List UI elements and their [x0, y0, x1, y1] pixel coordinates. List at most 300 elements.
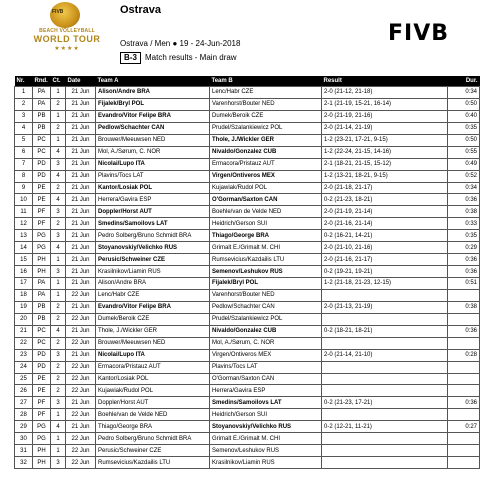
cell-result: 2-1 (21-19, 15-21, 16-14) — [322, 98, 448, 110]
cell-ct: 3 — [51, 457, 66, 469]
table-row — [15, 385, 480, 397]
table-row — [15, 218, 480, 230]
cell-rnd: PF — [33, 409, 51, 421]
table-row — [15, 266, 480, 278]
cell-date: 22 Jun — [66, 337, 96, 349]
cell-team-a: Herrera/Gavira ESP — [96, 194, 210, 206]
cell-team-a: Brouwer/Meeuwsen NED — [96, 134, 210, 146]
cell-nr: 15 — [15, 254, 33, 266]
table-row — [15, 457, 480, 469]
cell-date: 21 Jun — [66, 218, 96, 230]
cell-rnd: PH — [33, 445, 51, 457]
cell-rnd: PA — [33, 289, 51, 301]
table-row — [15, 301, 480, 313]
table-row — [15, 325, 480, 337]
cell-team-b: Lenc/Habr CZE — [210, 87, 322, 99]
cell-nr: 16 — [15, 266, 33, 278]
cell-dur — [448, 457, 480, 469]
cell-ct: 2 — [51, 122, 66, 134]
cell-ct: 1 — [51, 409, 66, 421]
table-row — [15, 409, 480, 421]
cell-ct: 1 — [51, 433, 66, 445]
cell-date: 21 Jun — [66, 349, 96, 361]
cell-team-b: Ermacora/Pristauz AUT — [210, 158, 322, 170]
cell-team-a: Krasilnikov/Liamin RUS — [96, 266, 210, 278]
cell-result: 2-0 (21-16, 21-17) — [322, 254, 448, 266]
col-header-rnd: Rnd. — [33, 76, 51, 87]
cell-team-a: Evandro/Vitor Felipe BRA — [96, 110, 210, 122]
cell-date: 22 Jun — [66, 433, 96, 445]
col-header-dur: Dur. — [448, 76, 480, 87]
cell-dur: 0:27 — [448, 421, 480, 433]
logo-world-tour: WORLD TOUR — [33, 34, 101, 44]
cell-rnd: PB — [33, 122, 51, 134]
cell-rnd: PA — [33, 98, 51, 110]
cell-ct: 2 — [51, 218, 66, 230]
cell-team-b: Varenhorst/Bouter NED — [210, 98, 322, 110]
cell-nr: 8 — [15, 170, 33, 182]
cell-nr: 25 — [15, 373, 33, 385]
section-title: Match results - Main draw — [145, 53, 237, 62]
cell-date: 21 Jun — [66, 301, 96, 313]
cell-date: 22 Jun — [66, 457, 96, 469]
cell-rnd: PG — [33, 433, 51, 445]
cell-nr: 1 — [15, 87, 33, 99]
cell-team-a: Perusic/Schweiner CZE — [96, 254, 210, 266]
cell-nr: 17 — [15, 278, 33, 290]
cell-date: 21 Jun — [66, 98, 96, 110]
table-row — [15, 230, 480, 242]
cell-dur — [448, 385, 480, 397]
cell-result — [322, 289, 448, 301]
cell-team-a: Pedlow/Schachter CAN — [96, 122, 210, 134]
cell-dur: 0:34 — [448, 87, 480, 99]
cell-dur: 0:55 — [448, 146, 480, 158]
fivb-brand-logo: FIVB — [388, 21, 450, 46]
cell-result: 1-2 (21-18, 21-23, 12-15) — [322, 278, 448, 290]
cell-rnd: PC — [33, 325, 51, 337]
table-row — [15, 337, 480, 349]
cell-rnd: PF — [33, 206, 51, 218]
cell-ct: 2 — [51, 385, 66, 397]
cell-nr: 9 — [15, 182, 33, 194]
cell-result: 0-2 (21-23, 17-21) — [322, 397, 448, 409]
cell-team-b: Prudel/Szalankiewicz POL — [210, 313, 322, 325]
table-row — [15, 397, 480, 409]
cell-team-a: Alison/Andre BRA — [96, 278, 210, 290]
cell-nr: 20 — [15, 313, 33, 325]
cell-rnd: PH — [33, 266, 51, 278]
cell-ct: 2 — [51, 337, 66, 349]
cell-team-b: Grimalt E./Grimalt M. CHI — [210, 242, 322, 254]
table-row — [15, 289, 480, 301]
cell-ct: 3 — [51, 206, 66, 218]
cell-dur — [448, 361, 480, 373]
cell-team-a: Nicolai/Lupo ITA — [96, 349, 210, 361]
cell-nr: 21 — [15, 325, 33, 337]
cell-date: 21 Jun — [66, 421, 96, 433]
cell-nr: 5 — [15, 134, 33, 146]
cell-result — [322, 373, 448, 385]
cell-team-b: Semenov/Leshukov RUS — [210, 445, 322, 457]
cell-result — [322, 313, 448, 325]
cell-result: 2-0 (21-13, 21-19) — [322, 301, 448, 313]
cell-nr: 30 — [15, 433, 33, 445]
cell-ct: 2 — [51, 301, 66, 313]
cell-team-b: Stoyanovskiy/Velichko RUS — [210, 421, 322, 433]
cell-team-a: Lenc/Habr CZE — [96, 289, 210, 301]
col-header-nr: Nr. — [15, 76, 33, 87]
cell-team-a: Alison/Andre BRA — [96, 87, 210, 99]
cell-rnd: PC — [33, 146, 51, 158]
cell-rnd: PE — [33, 194, 51, 206]
document-code: B-3 — [120, 52, 141, 64]
cell-result: 2-1 (18-21, 21-15, 15-12) — [322, 158, 448, 170]
cell-rnd: PF — [33, 397, 51, 409]
cell-nr: 31 — [15, 445, 33, 457]
cell-team-a: Rumsevicius/Kazdailis LTU — [96, 457, 210, 469]
cell-dur: 0:36 — [448, 397, 480, 409]
logo-fivb-mini: FIVB — [52, 9, 64, 15]
cell-team-a: Nicolai/Lupo ITA — [96, 158, 210, 170]
table-row — [15, 158, 480, 170]
cell-ct: 1 — [51, 110, 66, 122]
table-row — [15, 110, 480, 122]
cell-team-a: Kujawiak/Rudol POL — [96, 385, 210, 397]
cell-nr: 10 — [15, 194, 33, 206]
cell-result — [322, 457, 448, 469]
cell-rnd: PB — [33, 313, 51, 325]
cell-dur — [448, 313, 480, 325]
cell-dur — [448, 433, 480, 445]
cell-date: 21 Jun — [66, 325, 96, 337]
cell-nr: 28 — [15, 409, 33, 421]
cell-rnd: PE — [33, 373, 51, 385]
cell-result: 1-2 (23-21, 17-21, 9-15) — [322, 134, 448, 146]
cell-team-b: Grimalt E./Grimalt M. CHI — [210, 433, 322, 445]
cell-dur: 0:38 — [448, 301, 480, 313]
table-row — [15, 421, 480, 433]
volleyball-ring-icon — [50, 2, 80, 28]
cell-date: 22 Jun — [66, 373, 96, 385]
cell-date: 21 Jun — [66, 146, 96, 158]
cell-dur — [448, 373, 480, 385]
results-table — [14, 76, 480, 469]
table-row — [15, 349, 480, 361]
cell-team-b: Herrera/Gavira ESP — [210, 385, 322, 397]
cell-result: 2-0 (21-14, 21-10) — [322, 349, 448, 361]
cell-date: 21 Jun — [66, 194, 96, 206]
cell-rnd: PG — [33, 242, 51, 254]
cell-result: 2-0 (21-16, 21-14) — [322, 218, 448, 230]
cell-result: 1-2 (22-24, 21-15, 14-16) — [322, 146, 448, 158]
cell-result: 0-2 (12-21, 11-21) — [322, 421, 448, 433]
cell-date: 21 Jun — [66, 254, 96, 266]
cell-dur: 0:36 — [448, 194, 480, 206]
table-row — [15, 313, 480, 325]
cell-ct: 1 — [51, 445, 66, 457]
table-row — [15, 170, 480, 182]
cell-rnd: PG — [33, 421, 51, 433]
table-row — [15, 278, 480, 290]
cell-dur: 0:33 — [448, 218, 480, 230]
cell-date: 21 Jun — [66, 170, 96, 182]
cell-ct: 4 — [51, 194, 66, 206]
cell-nr: 4 — [15, 122, 33, 134]
cell-date: 21 Jun — [66, 397, 96, 409]
cell-team-b: Thiago/George BRA — [210, 230, 322, 242]
cell-team-a: Fijalek/Bryl POL — [96, 98, 210, 110]
cell-nr: 32 — [15, 457, 33, 469]
cell-team-a: Plavins/Tocs LAT — [96, 170, 210, 182]
table-row — [15, 433, 480, 445]
cell-ct: 1 — [51, 254, 66, 266]
logo-beach-volleyball: BEACH VOLLEYBALL — [39, 28, 95, 34]
cell-result: 0-2 (19-21, 19-21) — [322, 266, 448, 278]
cell-date: 21 Jun — [66, 182, 96, 194]
cell-rnd: PC — [33, 337, 51, 349]
cell-dur: 0:36 — [448, 254, 480, 266]
cell-team-b: Heidrich/Gerson SUI — [210, 409, 322, 421]
cell-nr: 13 — [15, 230, 33, 242]
cell-dur — [448, 289, 480, 301]
cell-team-b: Boehle/van de Velde NED — [210, 206, 322, 218]
cell-team-b: Thole, J./Wickler GER — [210, 134, 322, 146]
cell-dur: 0:50 — [448, 98, 480, 110]
cell-rnd: PA — [33, 278, 51, 290]
cell-nr: 24 — [15, 361, 33, 373]
cell-dur — [448, 409, 480, 421]
table-row — [15, 122, 480, 134]
cell-dur: 0:49 — [448, 158, 480, 170]
cell-result — [322, 433, 448, 445]
cell-ct: 2 — [51, 361, 66, 373]
cell-rnd: PD — [33, 361, 51, 373]
cell-ct: 3 — [51, 266, 66, 278]
logo-stars: ★★★★ — [54, 46, 80, 52]
cell-team-b: Krasilnikov/Liamin RUS — [210, 457, 322, 469]
cell-dur — [448, 445, 480, 457]
cell-rnd: PG — [33, 230, 51, 242]
cell-dur: 0:29 — [448, 242, 480, 254]
cell-rnd: PB — [33, 301, 51, 313]
cell-rnd: PD — [33, 158, 51, 170]
cell-nr: 23 — [15, 349, 33, 361]
cell-result: 2-0 (21-14, 21-19) — [322, 122, 448, 134]
table-row — [15, 182, 480, 194]
col-header-ct: Ct. — [51, 76, 66, 87]
table-row — [15, 445, 480, 457]
cell-result — [322, 337, 448, 349]
cell-nr: 19 — [15, 301, 33, 313]
cell-result: 2-0 (21-19, 21-16) — [322, 110, 448, 122]
cell-team-a: Thole, J./Wickler GER — [96, 325, 210, 337]
cell-nr: 29 — [15, 421, 33, 433]
cell-rnd: PE — [33, 182, 51, 194]
cell-team-b: Varenhorst/Bouter NED — [210, 289, 322, 301]
cell-nr: 2 — [15, 98, 33, 110]
cell-result: 2-0 (21-12, 21-18) — [322, 87, 448, 99]
cell-team-a: Dumek/Beroik CZE — [96, 313, 210, 325]
col-header-team-a: Team A — [96, 76, 210, 87]
cell-ct: 1 — [51, 87, 66, 99]
cell-date: 21 Jun — [66, 230, 96, 242]
cell-team-a: Boehle/van de Velde NED — [96, 409, 210, 421]
cell-dur: 0:40 — [448, 110, 480, 122]
cell-team-b: Pedlow/Schachter CAN — [210, 301, 322, 313]
cell-date: 21 Jun — [66, 110, 96, 122]
cell-result: 1-2 (13-21, 18-21, 9-15) — [322, 170, 448, 182]
cell-team-b: Rumsevicius/Kazdailis LTU — [210, 254, 322, 266]
table-row — [15, 98, 480, 110]
cell-nr: 6 — [15, 146, 33, 158]
cell-ct: 2 — [51, 98, 66, 110]
cell-ct: 1 — [51, 278, 66, 290]
table-row — [15, 254, 480, 266]
cell-ct: 2 — [51, 373, 66, 385]
table-row — [15, 242, 480, 254]
cell-team-a: Pedro Solberg/Bruno Schmidt BRA — [96, 230, 210, 242]
page-title: Ostrava — [120, 4, 161, 16]
cell-nr: 3 — [15, 110, 33, 122]
table-row — [15, 373, 480, 385]
cell-team-b: Virgen/Ontiveros MEX — [210, 170, 322, 182]
cell-ct: 4 — [51, 242, 66, 254]
cell-team-a: Kantor/Losiak POL — [96, 373, 210, 385]
cell-team-b: Nivaldo/Gonzalez CUB — [210, 146, 322, 158]
cell-date: 21 Jun — [66, 278, 96, 290]
cell-date: 21 Jun — [66, 266, 96, 278]
world-tour-logo — [28, 2, 106, 54]
col-header-team-b: Team B — [210, 76, 322, 87]
cell-team-a: Brouwer/Meeuwsen NED — [96, 337, 210, 349]
cell-team-b: Mol, A./Sørum, C. NOR — [210, 337, 322, 349]
cell-result — [322, 361, 448, 373]
cell-dur: 0:36 — [448, 325, 480, 337]
cell-dur: 0:36 — [448, 266, 480, 278]
cell-dur: 0:34 — [448, 182, 480, 194]
cell-rnd: PE — [33, 385, 51, 397]
cell-team-b: Prudel/Szalankiewicz POL — [210, 122, 322, 134]
cell-date: 22 Jun — [66, 289, 96, 301]
cell-ct: 2 — [51, 313, 66, 325]
cell-team-a: Ermacora/Pristauz AUT — [96, 361, 210, 373]
cell-ct: 1 — [51, 289, 66, 301]
cell-date: 21 Jun — [66, 158, 96, 170]
cell-ct: 2 — [51, 182, 66, 194]
cell-date: 22 Jun — [66, 361, 96, 373]
cell-date: 22 Jun — [66, 313, 96, 325]
event-subtitle: Ostrava / Men ● 19 - 24-Jun-2018 — [120, 39, 241, 48]
cell-dur: 0:35 — [448, 122, 480, 134]
table-row — [15, 361, 480, 373]
cell-result: 2-0 (21-10, 21-16) — [322, 242, 448, 254]
cell-team-a: Smedins/Samoilovs LAT — [96, 218, 210, 230]
cell-ct: 4 — [51, 325, 66, 337]
cell-dur: 0:52 — [448, 170, 480, 182]
cell-result: 0-2 (21-23, 18-21) — [322, 194, 448, 206]
cell-team-b: Plavins/Tocs LAT — [210, 361, 322, 373]
cell-rnd: PH — [33, 254, 51, 266]
table-row — [15, 206, 480, 218]
col-header-result: Result — [322, 76, 448, 87]
cell-team-a: Doppler/Horst AUT — [96, 206, 210, 218]
cell-dur: 0:50 — [448, 134, 480, 146]
cell-date: 22 Jun — [66, 445, 96, 457]
cell-team-a: Doppler/Horst AUT — [96, 397, 210, 409]
cell-ct: 3 — [51, 230, 66, 242]
cell-result: 2-0 (21-19, 21-14) — [322, 206, 448, 218]
cell-result: 0-2 (18-21, 18-21) — [322, 325, 448, 337]
cell-rnd: PC — [33, 134, 51, 146]
cell-team-b: Heidrich/Gerson SUI — [210, 218, 322, 230]
cell-team-a: Kantor/Losiak POL — [96, 182, 210, 194]
cell-rnd: PH — [33, 457, 51, 469]
cell-date: 21 Jun — [66, 87, 96, 99]
cell-team-b: Dumek/Beroik CZE — [210, 110, 322, 122]
cell-ct: 3 — [51, 158, 66, 170]
cell-rnd: PD — [33, 170, 51, 182]
cell-date: 22 Jun — [66, 385, 96, 397]
cell-dur: 0:38 — [448, 206, 480, 218]
cell-nr: 7 — [15, 158, 33, 170]
cell-nr: 18 — [15, 289, 33, 301]
cell-team-b: Fijalek/Bryl POL — [210, 278, 322, 290]
table-header-row — [15, 76, 480, 87]
cell-date: 21 Jun — [66, 242, 96, 254]
cell-ct: 3 — [51, 397, 66, 409]
table-row — [15, 87, 480, 99]
cell-team-b: Smedins/Samoilovs LAT — [210, 397, 322, 409]
cell-team-a: Evandro/Vitor Felipe BRA — [96, 301, 210, 313]
cell-rnd: PF — [33, 218, 51, 230]
cell-team-a: Pedro Solberg/Bruno Schmidt BRA — [96, 433, 210, 445]
cell-result: 2-0 (21-18, 21-17) — [322, 182, 448, 194]
cell-ct: 4 — [51, 146, 66, 158]
cell-rnd: PB — [33, 110, 51, 122]
cell-team-a: Mol, A./Sørum, C. NOR — [96, 146, 210, 158]
cell-team-b: Kujawiak/Rudol POL — [210, 182, 322, 194]
cell-nr: 12 — [15, 218, 33, 230]
cell-dur: 0:35 — [448, 230, 480, 242]
cell-team-b: O'Gorman/Saxton CAN — [210, 373, 322, 385]
cell-team-a: Stoyanovskiy/Velichko RUS — [96, 242, 210, 254]
table-row — [15, 194, 480, 206]
col-header-date: Date — [66, 76, 96, 87]
cell-team-b: Semenov/Leshukov RUS — [210, 266, 322, 278]
cell-dur: 0:28 — [448, 349, 480, 361]
cell-rnd: PD — [33, 349, 51, 361]
cell-dur: 0:51 — [448, 278, 480, 290]
cell-rnd: PA — [33, 87, 51, 99]
cell-result — [322, 445, 448, 457]
cell-ct: 1 — [51, 134, 66, 146]
cell-dur — [448, 337, 480, 349]
cell-result — [322, 385, 448, 397]
cell-ct: 4 — [51, 421, 66, 433]
cell-date: 21 Jun — [66, 122, 96, 134]
cell-nr: 27 — [15, 397, 33, 409]
cell-result — [322, 409, 448, 421]
cell-team-b: Nivaldo/Gonzalez CUB — [210, 325, 322, 337]
cell-date: 22 Jun — [66, 409, 96, 421]
table-row — [15, 134, 480, 146]
cell-nr: 22 — [15, 337, 33, 349]
cell-nr: 11 — [15, 206, 33, 218]
cell-date: 21 Jun — [66, 206, 96, 218]
cell-nr: 26 — [15, 385, 33, 397]
cell-team-b: Virgen/Ontiveros MEX — [210, 349, 322, 361]
